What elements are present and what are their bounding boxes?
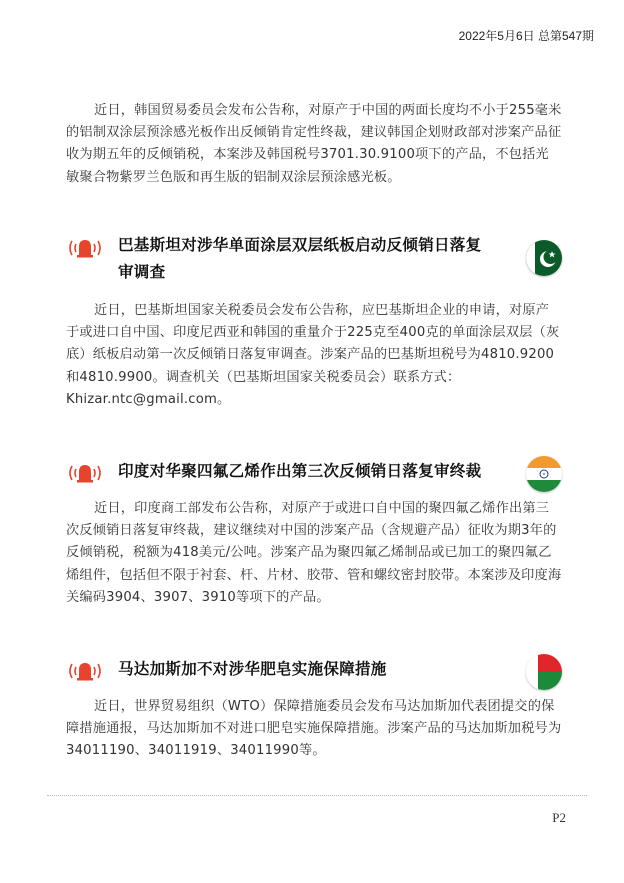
alarm-bell-icon	[66, 237, 104, 259]
section-title: 马达加斯加不对涉华肥皂实施保障措施	[118, 660, 387, 678]
india-flag-icon	[526, 456, 562, 492]
page-number: P2	[552, 810, 566, 825]
section-madagascar-header	[66, 656, 562, 692]
section-pakistan-header	[66, 232, 562, 286]
madagascar-flag-icon	[526, 654, 562, 690]
intro-paragraph: 近日，韩国贸易委员会发布公告称，对原产于中国的两面长度均不小于255毫米的铝制双涂层预涂感光板作出反倾销肯定性终裁，建议韩国企划财政部对涉案产品征收为期五年的反倾销税，本案涉及韩国税号3701.30.9100项下的产品，不包括光敏聚合物紫罗兰色版和再生版的铝制双涂层预涂感光板。	[66, 103, 562, 185]
section-title: 巴基斯坦对涉华单面涂层双层纸板启动反倾销日落复审调查	[118, 236, 482, 281]
section-title: 印度对华聚四氟乙烯作出第三次反倾销日落复审终裁	[118, 462, 482, 480]
section-madagascar-body: 近日，世界贸易组织（WTO）保障措施委员会发布马达加斯加代表团提交的保障措施通报，马达加斯加不对进口肥皂实施保障措施。涉案产品的马达加斯加税号为34011190、34011919、34011990等。	[66, 699, 562, 759]
section-india-body: 近日，印度商工部发布公告称，对原产于或进口自中国的聚四氟乙烯作出第三次反倾销日落复审终裁，建议继续对中国的涉案产品（含规避产品）征收为期3年的反倾销税，税额为418美元/公吨。涉案产品为聚四氟乙烯制品或已加工的聚四氟乙烯组件，包括但不限于衬套、杆、片材、胶带、管和螺纹密封胶带。本案涉及印度海关编码3904、3907、3910等项下的产品。	[66, 501, 562, 605]
footer-divider	[47, 795, 587, 796]
alarm-bell-icon	[66, 660, 104, 682]
pakistan-flag-icon	[526, 240, 562, 276]
section-india-header	[66, 458, 562, 494]
alarm-bell-icon	[66, 462, 104, 484]
section-pakistan-body: 近日，巴基斯坦国家关税委员会发布公告称，应巴基斯坦企业的申请，对原产于或进口自中国、印度尼西亚和韩国的重量介于225克至400克的单面涂层双层（灰底）纸板启动第一次反倾销日落复审调查。涉案产品的巴基斯坦税号为4810.9200和4810.9900。调查机关（巴基斯坦国家关税委员会）联系方式：Khizar.ntc@gmail.com。	[66, 303, 560, 407]
header-date: 2022年5月6日 总第547期	[458, 29, 594, 43]
